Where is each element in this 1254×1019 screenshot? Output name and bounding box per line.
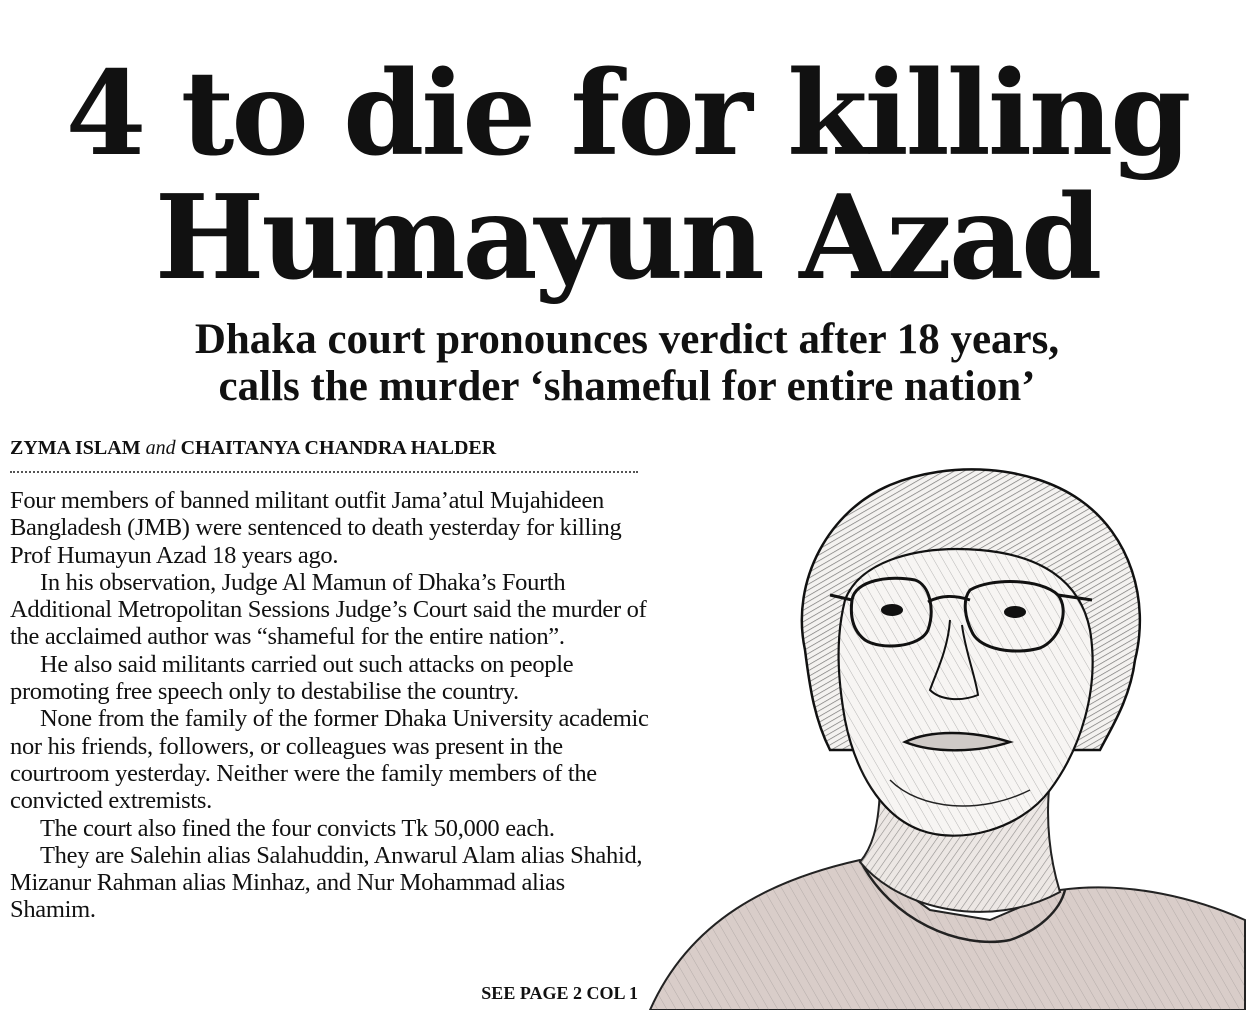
headline-line-2: Humayun Azad [154,170,1100,306]
byline-divider [10,471,638,473]
article-paragraph: He also said militants carried out such attacks on people promoting free speech only to destabilise the country. [10,650,574,706]
headline [0,46,1254,306]
subheadline-line-2: calls the murder ‘shameful for entire nation’ [218,363,1036,410]
article-paragraph: None from the family of the former Dhaka University academic nor his friends, followers, or colleagues was present in the courtroom yesterday. Neither were the family members of the convicted extremists. [10,705,649,815]
continuation-jump-line[interactable]: SEE PAGE 2 COL 1 [481,983,638,1003]
byline-author-2: CHAITANYA CHANDRA HALDER [180,437,497,459]
article-paragraph: In his observation, Judge Al Mamun of Dhaka’s Fourth Additional Metropolitan Sessions Judge’s Court said the murder of the acclaimed author was “shameful for the entire nation”. [10,568,647,651]
portrait-illustration [630,450,1250,1010]
article-paragraph: They are Salehin alias Salahuddin, Anwarul Alam alias Shahid, Mizanur Rahman alias Minhaz, and Nur Mohammad alias Shamim. [10,841,643,924]
headline-line-1: 4 to die for killing [65,46,1189,182]
byline-conjunction: and [145,437,176,459]
byline-author-1: ZYMA ISLAM [10,437,141,459]
article-paragraph: Four members of banned militant outfit Jama’atul Mujahideen Bangladesh (JMB) were sentenced to death yesterday for killing Prof Humayun Azad 18 years ago. [10,487,622,569]
byline [10,436,640,460]
subheadline [0,316,1254,410]
subheadline-line-1: Dhaka court pronounces verdict after 18 years, [194,316,1060,363]
article-paragraph: The court also fined the four convicts Tk 50,000 each. [40,814,555,842]
article-body [10,487,650,924]
